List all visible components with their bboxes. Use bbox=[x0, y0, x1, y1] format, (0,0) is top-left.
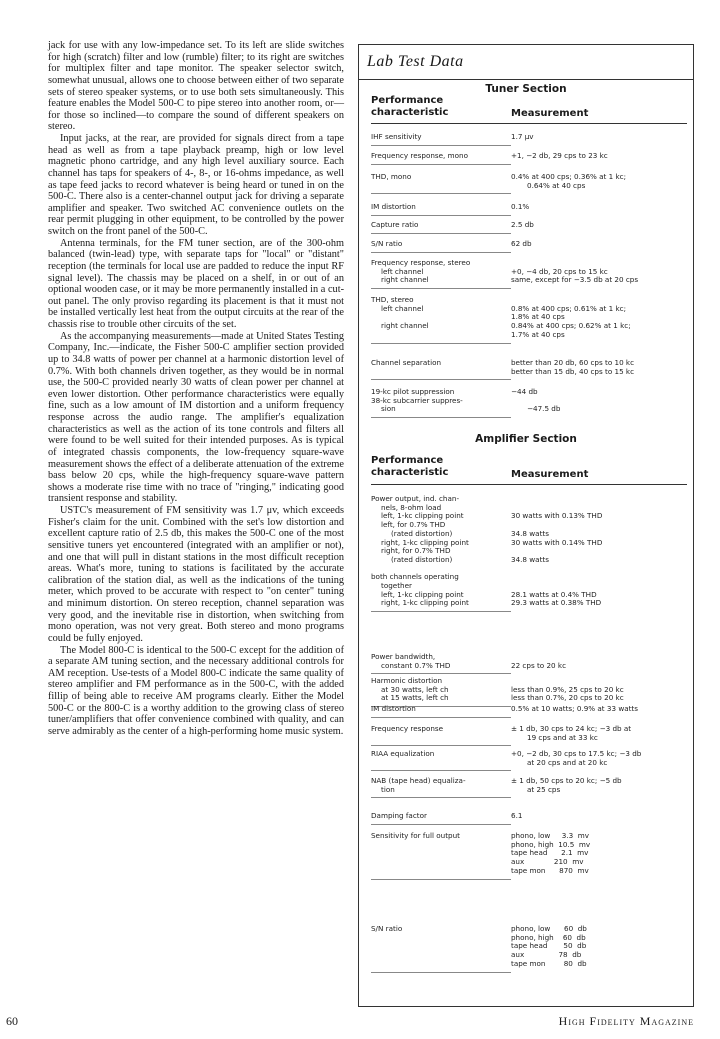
row-measurement bbox=[511, 925, 687, 969]
characteristic-line: IM distortion bbox=[371, 202, 416, 211]
characteristic-line: RIAA equalization bbox=[371, 749, 435, 758]
measurement-line: same, except for −3.5 db at 20 cps bbox=[511, 275, 639, 285]
row-measurement bbox=[511, 133, 687, 142]
characteristic-line: IHF sensitivity bbox=[371, 132, 422, 141]
characteristic-line: nels, 8-ohm load bbox=[381, 502, 442, 512]
measurement-line: less than 0.7%, 20 cps to 20 kc bbox=[511, 693, 624, 703]
measurement-line: −47.5 db bbox=[527, 404, 561, 414]
row-characteristic bbox=[371, 812, 511, 821]
lab-test-data-box bbox=[358, 44, 694, 1007]
characteristic-line: at 30 watts, left ch bbox=[381, 684, 449, 694]
measurement-line: +0, −2 db, 30 cps to 17.5 kc; −3 db bbox=[511, 749, 642, 758]
row-measurement bbox=[511, 812, 687, 821]
characteristic-line: left, for 0.7% THD bbox=[381, 520, 446, 530]
characteristic-line: Power bandwidth, bbox=[371, 652, 436, 661]
row-divider bbox=[371, 879, 511, 880]
row-divider bbox=[371, 215, 511, 216]
characteristic-line: Capture ratio bbox=[371, 220, 419, 229]
row-divider bbox=[371, 745, 511, 746]
characteristic-line: right channel bbox=[381, 321, 429, 331]
row-divider bbox=[371, 288, 511, 289]
measurement-line: 1.7% at 40 cps bbox=[511, 329, 565, 339]
row-divider bbox=[371, 717, 511, 718]
row-characteristic bbox=[371, 495, 511, 608]
row-measurement bbox=[511, 653, 687, 670]
measurement-line: 28.1 watts at 0.4% THD bbox=[511, 589, 597, 599]
paragraph: Input jacks, at the rear, are provided for signals direct from a tape head as well as from a tape playback preamp, high or low level magnetic phono cartridge, and any high level auxiliary source. Each channel has taps for speakers of 4-, 8-, or 16-ohms impedance, as well as tape feed jacks to record whatever is being heard or tuned in on the 500-C. There also is a center-channel output jack for driving a separate amplifier and speaker. Two switched AC convenience outlets on the rear permit plugging in other equipment, to be controlled by the power switch on the front panel of the 500-C. bbox=[48, 133, 344, 237]
lab-title: Lab Test Data bbox=[367, 53, 464, 70]
row-measurement bbox=[511, 677, 687, 703]
row-measurement bbox=[511, 832, 687, 876]
measurement-line: 19 cps and at 33 kc bbox=[527, 732, 598, 742]
measurement-line: 0.4% at 400 cps; 0.36% at 1 kc; bbox=[511, 172, 627, 181]
characteristic-line: left channel bbox=[381, 303, 424, 313]
characteristic-line: THD, mono bbox=[371, 172, 412, 181]
characteristic-line: Channel separation bbox=[371, 358, 442, 367]
measurement-line: 30 watts with 0.14% THD bbox=[511, 537, 603, 547]
characteristic-line: Frequency response bbox=[371, 724, 444, 733]
paragraph: Antenna terminals, for the FM tuner section, are of the 300-ohm balanced (twin-lead) type, with separate taps for "local" or "distant" reception (the terminals for local use are padded to reduce the input RF signal level). The chassis may be placed on a shelf, in or out of an optional wooden case, or it may be more permanently installed in a cut-out panel. The only proviso regarding its placement is that it must not be installed vertically lest heat from the output circuits at the rear of the chassis rise to trouble other circuits of the set. bbox=[48, 237, 344, 330]
characteristic-line: Power output, ind. chan- bbox=[371, 494, 460, 503]
measurement-line: 1.7 μv bbox=[511, 132, 534, 141]
measurement-line: 1.8% at 40 cps bbox=[511, 312, 565, 322]
row-characteristic bbox=[371, 173, 511, 182]
characteristic-line: together bbox=[381, 581, 412, 591]
amp-meas-header: Measurement bbox=[511, 469, 589, 480]
characteristic-line: 19-kc pilot suppression bbox=[371, 387, 455, 396]
row-divider bbox=[371, 164, 511, 165]
measurement-line: phono, low 60 db bbox=[511, 924, 587, 933]
characteristic-line: (rated distortion) bbox=[391, 528, 453, 538]
page-number: 60 bbox=[6, 1014, 18, 1028]
tuner-meas-header: Measurement bbox=[511, 108, 589, 119]
row-divider bbox=[371, 193, 511, 194]
measurement-line: −44 db bbox=[511, 387, 538, 396]
measurement-line: +1, −2 db, 29 cps to 23 kc bbox=[511, 151, 608, 160]
row-measurement bbox=[511, 152, 687, 161]
row-characteristic bbox=[371, 677, 511, 703]
characteristic-line: right, for 0.7% THD bbox=[381, 546, 451, 556]
row-characteristic bbox=[371, 725, 511, 734]
row-measurement bbox=[511, 259, 687, 285]
characteristic-line: left, 1-kc clipping point bbox=[381, 511, 464, 521]
row-divider bbox=[371, 824, 511, 825]
title-divider bbox=[359, 79, 693, 80]
tuner-header-rule bbox=[371, 123, 687, 124]
measurement-line bbox=[511, 495, 687, 504]
characteristic-line: left, 1-kc clipping point bbox=[381, 589, 464, 599]
characteristic-line: constant 0.7% THD bbox=[381, 660, 451, 670]
characteristic-line: at 15 watts, left ch bbox=[381, 693, 449, 703]
characteristic-line: left channel bbox=[381, 266, 424, 276]
characteristic-line: Harmonic distortion bbox=[371, 676, 443, 685]
measurement-line: less than 0.9%, 25 cps to 20 kc bbox=[511, 684, 624, 694]
measurement-line: 0.84% at 400 cps; 0.62% at 1 kc; bbox=[511, 321, 631, 331]
characteristic-line: S/N ratio bbox=[371, 239, 403, 248]
characteristic-line: NAB (tape head) equaliza- bbox=[371, 776, 466, 785]
row-divider bbox=[371, 673, 511, 674]
amp-header-rule bbox=[371, 484, 687, 485]
row-characteristic bbox=[371, 388, 511, 414]
characteristic-line: right channel bbox=[381, 275, 429, 285]
row-divider bbox=[371, 379, 511, 380]
measurement-line: at 25 cps bbox=[527, 784, 561, 794]
row-measurement bbox=[511, 296, 687, 340]
row-divider bbox=[371, 145, 511, 146]
measurement-line: 0.8% at 400 cps; 0.61% at 1 kc; bbox=[511, 303, 627, 313]
amp-section-title: Amplifier Section bbox=[475, 433, 577, 445]
row-measurement bbox=[511, 725, 687, 742]
paragraph: USTC's measurement of FM sensitivity was 1.7 μv, which exceeds Fisher's claim for the unit. Combined with the set's low distortion and excellent capture ratio of 2.5 db, this makes the 500-C one of the most sensitive tuners yet encountered (integrated with an amplifier or not), and one that will pull in distant stations in the most difficult reception areas. What's more, tuning to stations is facilitated by the accurate calibration of the station dial, as well as the indications of the tuning meter, which proved to be accurate with respect to "on center" tuning and minimum distortion. On stereo reception, channel separation was very good, and the inevitable rise in distortion, when switching from mono operation, was not very great. Both stereo and mono programs could be fully enjoyed. bbox=[48, 505, 344, 644]
row-divider bbox=[371, 797, 511, 798]
row-measurement bbox=[511, 705, 687, 714]
measurement-line: 6.1 bbox=[511, 811, 523, 820]
paragraph: jack for use with any low-impedance set. To its left are slide switches for high (scratch) filter and low (rumble) filter; to its right are switches for multiplex filter and tape monitor. The speaker selector switch, somewhat unusual, allows one to choose between either of two separate sets of stereo speaker systems, or to use both sets simultaneously. This feature enables the Model 500-C to pipe stereo into another room, or—for those so inclined—to compare the sound of different speakers on stereo. bbox=[48, 40, 344, 133]
measurement-line: better than 15 db, 40 cps to 15 kc bbox=[511, 366, 635, 376]
characteristic-line: sion bbox=[381, 404, 396, 414]
row-characteristic bbox=[371, 359, 511, 368]
measurement-line: 34.8 watts bbox=[511, 528, 549, 538]
measurement-line: aux 78 db bbox=[511, 950, 582, 960]
measurement-line bbox=[511, 565, 687, 574]
paragraph: The Model 800-C is identical to the 500-C except for the addition of a separate AM tuning section, and the necessary additional controls for AM reception. Use-tests of a Model 800-C indicate the same quality of stereo amplifier and FM performance as in the 500-C, with the added fillip of being able to receive AM programs clearly. Either the Model 500-C or the 800-C is a worthy addition to the growing class of stereo tuner/amplifiers that offer convenience combined with quality, and can serve admirably as the center of a high-performing home music system. bbox=[48, 644, 344, 737]
row-characteristic bbox=[371, 203, 511, 212]
row-divider bbox=[371, 972, 511, 973]
row-characteristic bbox=[371, 832, 511, 841]
row-measurement bbox=[511, 221, 687, 230]
measurement-line: 0.1% bbox=[511, 202, 530, 211]
measurement-line: 0.64% at 40 cps bbox=[527, 180, 586, 190]
row-measurement bbox=[511, 173, 687, 190]
row-characteristic bbox=[371, 221, 511, 230]
row-divider bbox=[371, 233, 511, 234]
measurement-line: phono, high 10.5 mv bbox=[511, 839, 591, 849]
row-measurement bbox=[511, 240, 687, 249]
measurement-line: better than 20 db, 60 cps to 10 kc bbox=[511, 358, 635, 367]
row-divider bbox=[371, 770, 511, 771]
row-characteristic bbox=[371, 653, 511, 670]
characteristic-line: 38-kc subcarrier suppres- bbox=[371, 395, 463, 405]
measurement-line: 30 watts with 0.13% THD bbox=[511, 511, 603, 521]
row-measurement bbox=[511, 388, 687, 414]
tuner-section-title: Tuner Section bbox=[485, 83, 567, 95]
measurement-line: aux 210 mv bbox=[511, 857, 584, 867]
characteristic-line: right, 1-kc clipping point bbox=[381, 537, 469, 547]
measurement-line: tape head 50 db bbox=[511, 941, 587, 951]
row-divider bbox=[371, 343, 511, 344]
measurement-line: phono, high 60 db bbox=[511, 932, 586, 942]
row-divider bbox=[371, 611, 511, 612]
amp-perf-header: Performance characteristic bbox=[371, 455, 449, 478]
characteristic-line: Damping factor bbox=[371, 811, 427, 820]
characteristic-line: Sensitivity for full output bbox=[371, 831, 460, 840]
measurement-line bbox=[511, 573, 687, 582]
row-measurement bbox=[511, 203, 687, 212]
row-divider bbox=[371, 417, 511, 418]
magazine-name: High Fidelity Magazine bbox=[558, 1014, 694, 1028]
measurement-line: phono, low 3.3 mv bbox=[511, 831, 589, 840]
characteristic-line: (rated distortion) bbox=[391, 554, 453, 564]
characteristic-line: THD, stereo bbox=[371, 295, 414, 304]
measurement-line: tape mon 80 db bbox=[511, 958, 587, 968]
row-characteristic bbox=[371, 777, 511, 794]
measurement-line: 22 cps to 20 kc bbox=[511, 660, 567, 670]
row-measurement bbox=[511, 359, 687, 376]
characteristic-line: tion bbox=[381, 784, 395, 794]
row-characteristic bbox=[371, 152, 511, 161]
measurement-line: 34.8 watts bbox=[511, 554, 549, 564]
characteristic-line: S/N ratio bbox=[371, 924, 403, 933]
row-measurement bbox=[511, 495, 687, 608]
measurement-line: 2.5 db bbox=[511, 220, 534, 229]
article-body bbox=[48, 40, 344, 738]
row-measurement bbox=[511, 750, 687, 767]
row-characteristic bbox=[371, 925, 511, 934]
measurement-line: 62 db bbox=[511, 239, 532, 248]
row-characteristic bbox=[371, 240, 511, 249]
measurement-line: tape mon 870 mv bbox=[511, 865, 589, 875]
row-characteristic bbox=[371, 259, 511, 285]
paragraph: As the accompanying measurements—made at United States Testing Company, Inc.—indicate, the Fisher 500-C amplifier section provided up to 34.8 watts of power per channel at a harmonic distortion level of 0.7%. With both channels driven together, as they would be in normal use, the 500-C provided nearly 30 watts of clean power per channel at even lower distortion. Other performance characteristics were equally fine, such as a low amount of IM distortion and a uniform frequency response across the audio range. The amplifier's equalization characteristics as well as the action of its tone controls and filters all were found to be well suited for their intended purposes. As is typical of integrated chassis components, the low-frequency square-wave measurement shows the effect of a deliberate attenuation of the extreme bass below 20 cps, while the high-frequency square-wave pattern shows a moderate rise time with no trace of "ringing," indicating good transient response and stability. bbox=[48, 330, 345, 505]
measurement-line: 29.3 watts at 0.38% THD bbox=[511, 598, 602, 608]
characteristic-line: Frequency response, mono bbox=[371, 151, 468, 160]
characteristic-line: IM distortion bbox=[371, 704, 416, 713]
tuner-perf-header: Performance characteristic bbox=[371, 95, 449, 118]
row-characteristic bbox=[371, 133, 511, 142]
row-characteristic bbox=[371, 296, 511, 331]
characteristic-line: right, 1-kc clipping point bbox=[381, 598, 469, 608]
measurement-line: ± 1 db, 50 cps to 20 kc; −5 db bbox=[511, 776, 622, 785]
row-measurement bbox=[511, 777, 687, 794]
characteristic-line: both channels operating bbox=[371, 572, 459, 582]
measurement-line: ± 1 db, 30 cps to 24 kc; −3 db at bbox=[511, 724, 632, 733]
measurement-line: at 20 cps and at 20 kc bbox=[527, 757, 608, 767]
row-divider bbox=[371, 252, 511, 253]
row-characteristic bbox=[371, 750, 511, 759]
characteristic-line: Frequency response, stereo bbox=[371, 258, 471, 267]
measurement-line: +0, −4 db, 20 cps to 15 kc bbox=[511, 266, 608, 276]
row-characteristic bbox=[371, 705, 511, 714]
measurement-line: tape head 2.1 mv bbox=[511, 848, 589, 858]
measurement-line: 0.5% at 10 watts; 0.9% at 33 watts bbox=[511, 704, 638, 713]
